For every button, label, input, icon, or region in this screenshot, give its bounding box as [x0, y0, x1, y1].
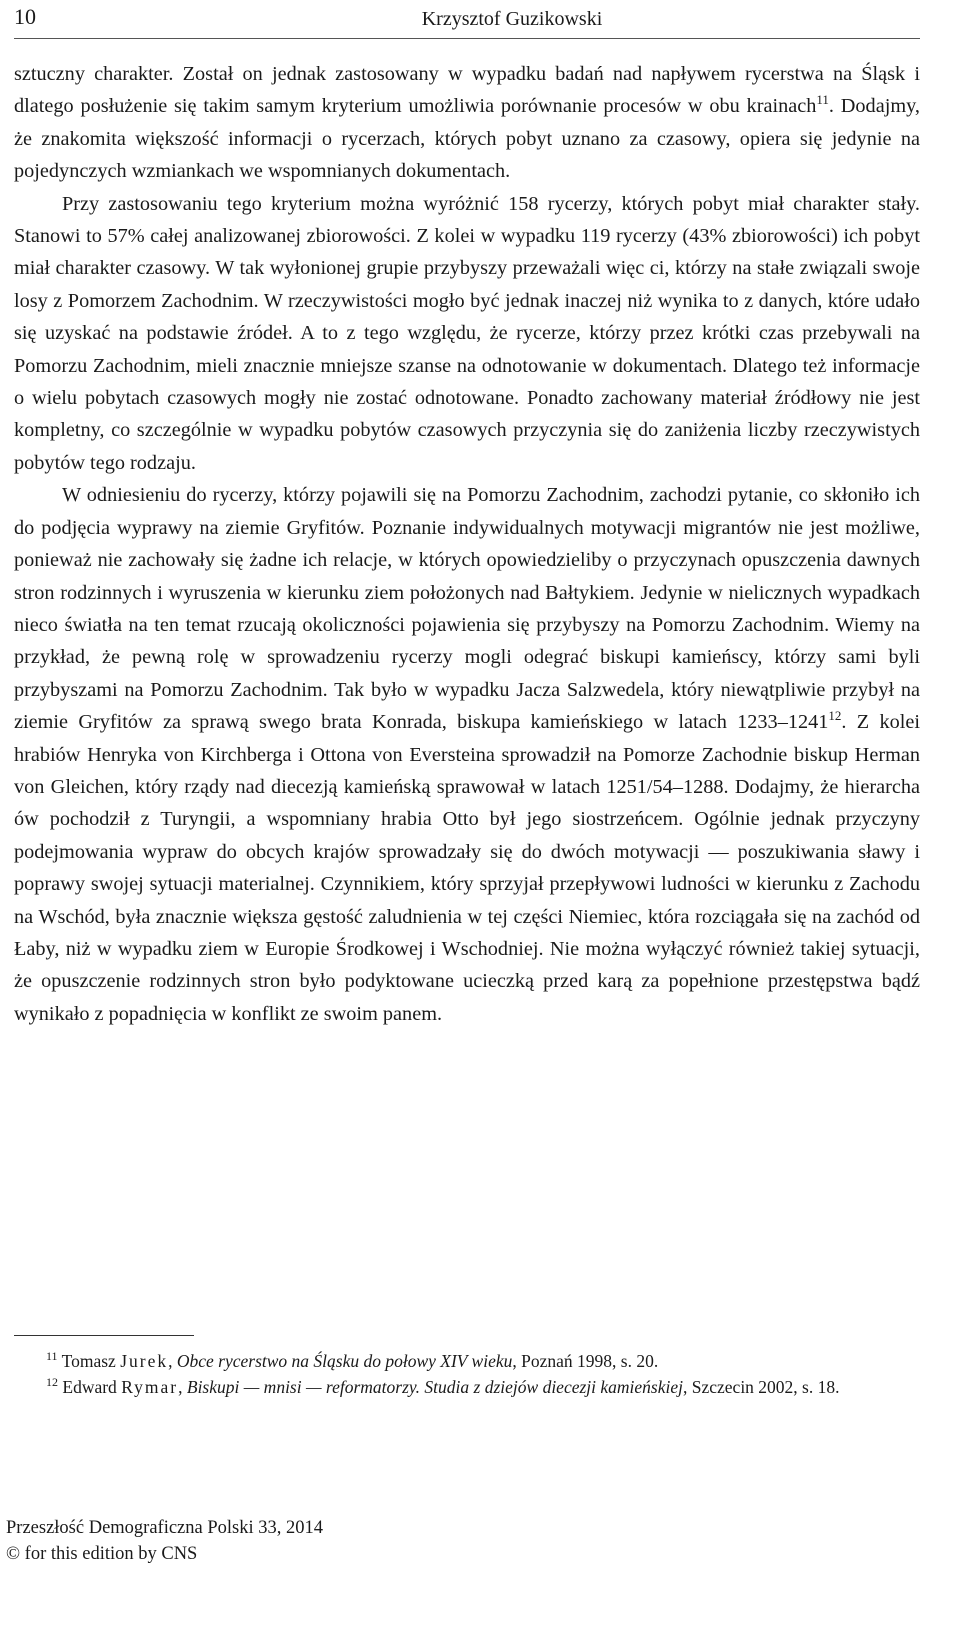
paragraph-3: W odniesieniu do rycerzy, którzy pojawili się na Pomorzu Zachodnim, zachodzi pytanie, co skłoniło ich do podjęcia wyprawy na ziemie Gryfitów. Poznanie indywidualnych motywacji migrantów nie jest możliwe, ponieważ nie zachowały się żadne ich relacje, w których opowiedzieliby o przyczynach opuszczenia dawnych stron rodzinnych i wyruszenia w kierunku ziem położonych nad Bałtykiem. Jedynie w nielicznych wypadkach nieco światła na ten temat rzucają okoliczności pojawienia się przybyszy na Pomorzu Zachodnim. Wiemy na przykład, że pewną rolę w sprowadzeniu rycerzy mogli odegrać biskupi kamieńscy, którzy sami byli przybyszami na Pomorzu Zachodnim. Tak było w wypadku Jacza Salzwedela, który niewątpliwie przybył na ziemie Gryfitów za sprawą swego brata Konrada, biskupa kamieńskiego w latach 1233–1241$^{12}$. Z kolei hrabiów Henryka von Kirchberga i Ottona von Eversteina sprowadził na Pomorze Zachodnie biskup Herman von Gleichen, który rządy nad diecezją kamieńską sprawował w latach 1251/54–1288. Dodajmy, że hierarcha ów pochodził z Turyngii, a wspomniany hrabia Otto był jego siostrzeńcem. Ogólnie jednak przyczyny podejmowania wypraw do obcych krajów sprowadzały się do dwóch motywacji — poszukiwania sławy i poprawy swojej sytuacji materialnej. Czynnikiem, który sprzyjał przepływowi ludności w kierunku z Zachodu na Wschód, była znacznie większa gęstość zaludnienia w tej części Niemiec, która rozciągała się na zachód od Łaby, niż w wypadku ziem w Europie Środkowej i Wschodniej. Nie można wyłączyć również takiej sytuacji, że opuszczenie rodzinnych stron było podyktowane ucieczką przed karą za popełnione przestępstwa bądź wynikało z popadnięcia w konflikt ze swoim panem. — [14, 484, 921, 1025]
main-text — [14, 58, 920, 1030]
footnote-title: Obce rycerstwo na Śląsku do połowy XIV wieku — [176, 1351, 513, 1371]
footnote-title: Biskupi — mnisi — reformatorzy. Studia z dziejów diecezji kamieńskiej — [186, 1377, 683, 1397]
journal-citation: Przeszłość Demograficzna Polski 33, 2014 — [6, 1518, 323, 1538]
paragraph-2: Przy zastosowaniu tego kryterium można wyróżnić 158 rycerzy, których pobyt miał charakter stały. Stanowi to 57% całej analizowanej zbiorowości. Z kolei w wypadku 119 rycerzy (43% zbiorowości) ich pobyt miał charakter czasowy. W tak wyłonionej grupie przybyszy przeważali więc ci, którzy na stałe związali swoje losy z Pomorzem Zachodnim. W rzeczywistości mogło być jednak inaczej niż wynika to z danych, które udało się uzyskać na podstawie źródeł. A to z tego względu, że rycerze, którzy przez krótki czas przebywali na Pomorzu Zachodnim, mieli znacznie mniejsze szanse na odnotowanie w dokumentach. Dlatego też informacje o wielu pobytach czasowych mogły nie zostać odnotowane. Ponadto zachowany materiał źródłowy nie jest kompletny, co szczególnie w wypadku pobytów czasowych przyczynia się do zaniżenia liczby rzeczywistych pobytów tego rodzaju. — [14, 192, 920, 474]
page-footer — [6, 1515, 323, 1567]
footnote-11: $^{11}$ Tomasz Jurek, Obce rycerstwo na Śląsku do połowy XIV wieku, Poznań 1998, s. 20. — [46, 1349, 659, 1371]
footnote-ref-11[interactable]: 11 — [816, 92, 829, 108]
page-number: 10 — [14, 4, 36, 29]
footnote-12: $^{12}$ Edward Rymar, Biskupi — mnisi — reformatorzy. Studia z dziejów diecezji kamieńskiej, Szczecin 2002, s. 18. — [46, 1375, 840, 1397]
footnote-divider — [14, 1335, 194, 1336]
footnotes — [14, 1348, 920, 1400]
footnote-ref-12[interactable]: 12 — [828, 708, 842, 724]
paragraph-1: sztuczny charakter. Został on jednak zastosowany w wypadku badań nad napływem rycerstwa na Śląsk i dlatego posłużenie się takim samym kryterium umożliwia porównanie procesów w obu krainach$^{11}$. Dodajmy, że znakomita większość informacji o rycerzach, których pobyt uznano za czasowy, opiera się jedynie na pojedynczych wzmiankach we wspomnianych dokumentach. — [14, 63, 921, 183]
copyright-notice: © for this edition by CNS — [6, 1544, 198, 1564]
page-header — [14, 4, 920, 39]
running-head: Krzysztof Guzikowski — [421, 8, 603, 30]
